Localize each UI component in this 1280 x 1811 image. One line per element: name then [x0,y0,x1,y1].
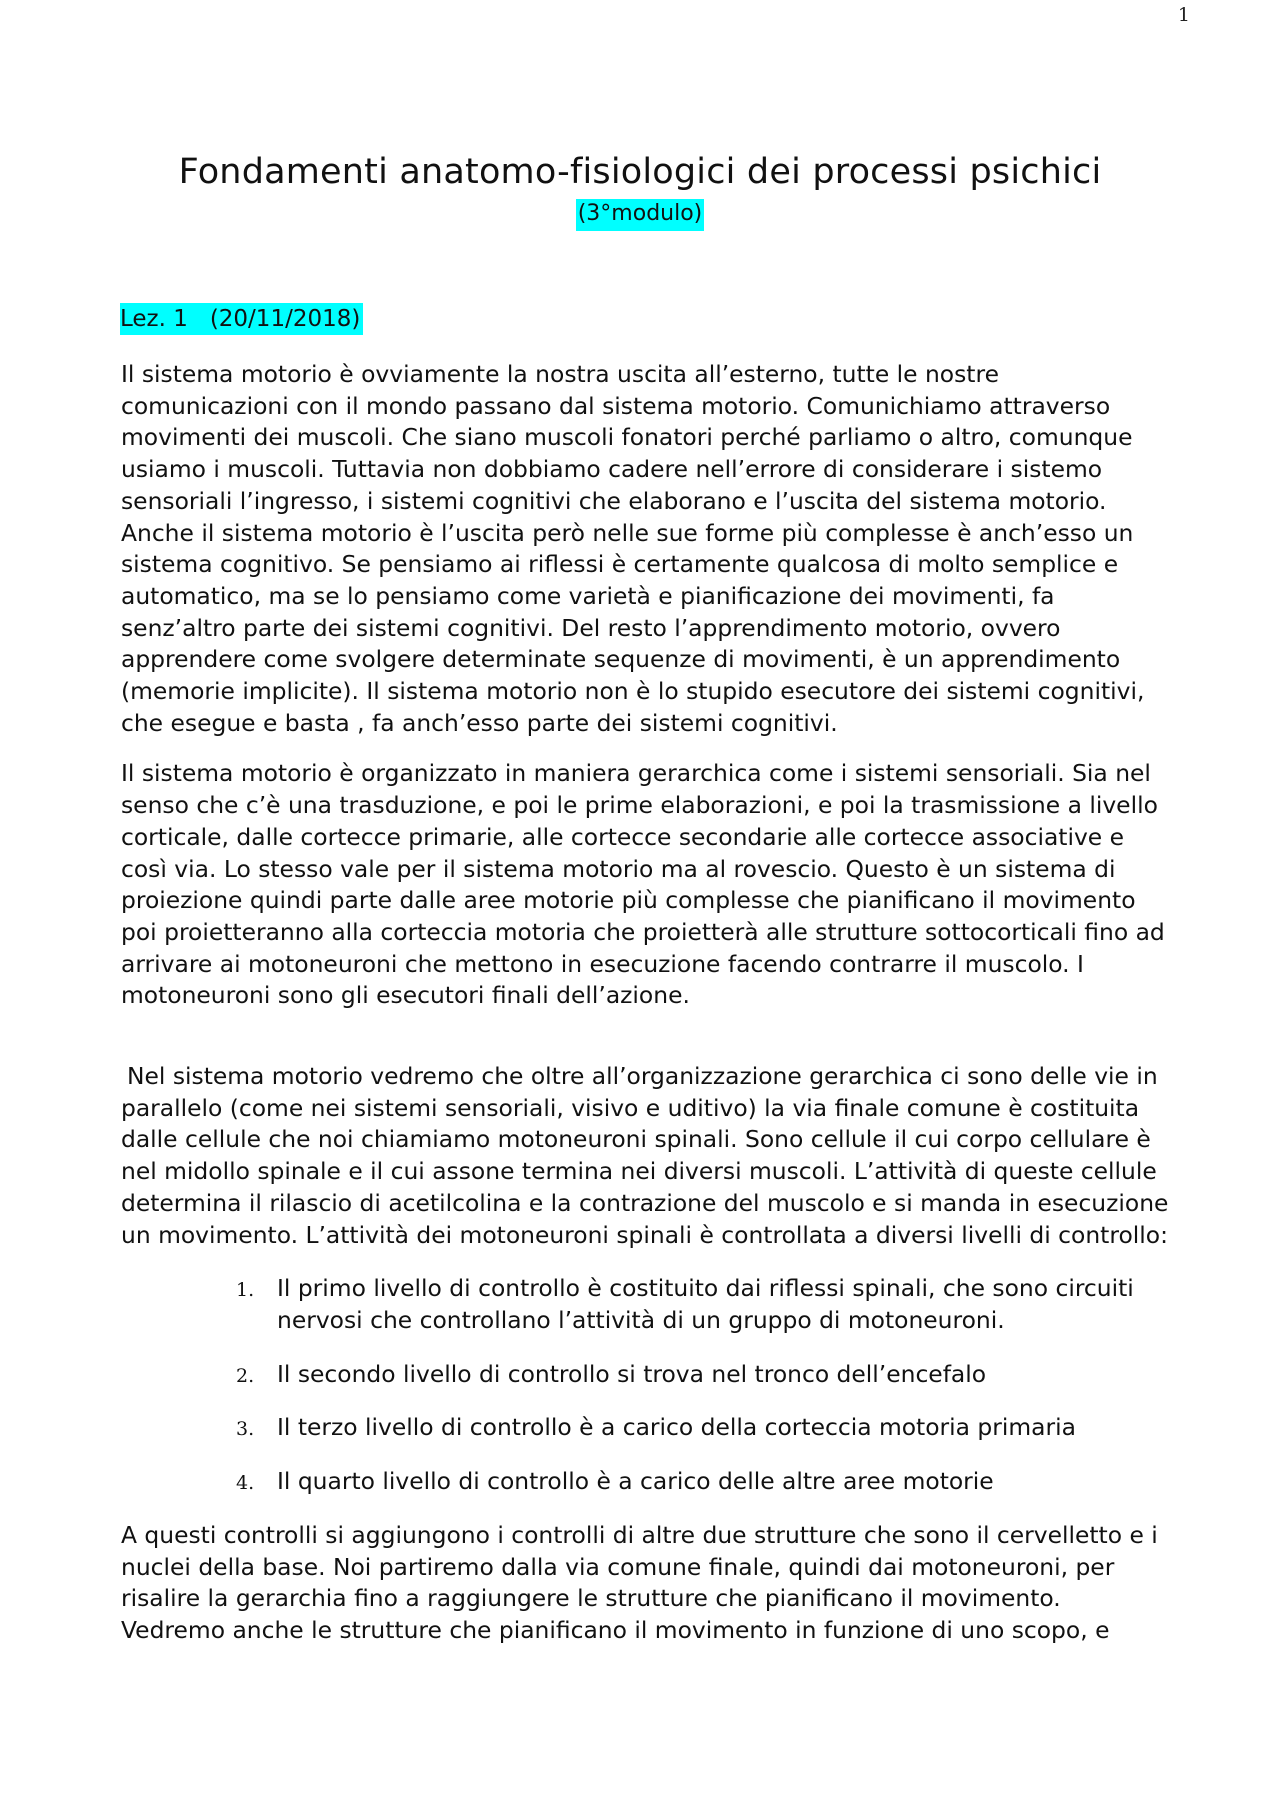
paragraph: A questi controlli si aggiungono i controlli di altre due strutture che sono il cervelletto e i nuclei della base. Noi partiremo dalla via comune finale, quindi dai motoneuroni, per risalire la gerarchia fino a raggiungere le strutture che pianificano il movimento. Vedremo anche le strutture che pianificano il movimento in funzione di uno scopo, e [121,1520,1158,1644]
list-item-text: Il quarto livello di controllo è a carico delle altre aree motorie [277,1467,994,1496]
list-item [121,1359,1171,1391]
list-number: 2. [236,1364,255,1387]
control-levels-list [121,1273,1171,1498]
document-title: Fondamenti anatomo-fisiologici dei processi psichici [178,152,1102,192]
lesson-heading: Lez. 1 (20/11/2018) [120,303,363,335]
page-number: 1 [1177,4,1190,26]
list-number: 1. [236,1279,255,1302]
paragraph: Nel sistema motorio vedremo che oltre all’organizzazione gerarchica ci sono delle vie in parallelo (come nei sistemi sensoriali, visivo e uditivo) la via finale comune è costituita dalle cellule che noi chiamiamo motoneuroni spinali. Sono cellule il cui corpo cellulare è nel midollo spinale e il cui assone termina nei diversi muscoli. L’attività di queste cellule determina il rilascio di acetilcolina e la contrazione del muscolo e si manda in esecuzione un movimento. L’attività dei motoneuroni spinali è controllata a diversi livelli di controllo: [121,1062,1169,1249]
list-number: 3. [236,1418,255,1441]
list-item [121,1466,1171,1498]
list-item-text: Il primo livello di controllo è costituito dai riflessi spinali, che sono circuiti nervosi che controllano l’attività di un gruppo di motoneuroni. [277,1274,1134,1334]
list-item-text: Il secondo livello di controllo si trova nel tronco dell’encefalo [277,1359,987,1388]
document-body [121,359,1171,1647]
list-item [121,1412,1171,1444]
list-item [121,1273,1171,1336]
list-number: 4. [236,1472,255,1495]
subtitle-container [0,199,1280,231]
list-item-text: Il terzo livello di controllo è a carico della corteccia motoria primaria [277,1413,1076,1442]
paragraph: Il sistema motorio è organizzato in maniera gerarchica come i sistemi sensoriali. Sia nel senso che c’è una trasduzione, e poi le prime elaborazioni, e poi la trasmissione a livello corticale, dalle cortecce primarie, alle cortecce secondarie alle cortecce associative e così via. Lo stesso vale per il sistema motorio ma al rovescio. Questo è un sistema di proiezione quindi parte dalle aree motorie più complesse che pianificano il movimento poi proietteranno alla corteccia motoria che proietterà alle strutture sottocorticali fino ad arrivare ai motoneuroni che mettono in esecuzione facendo contrarre il muscolo. I motoneuroni sono gli esecutori finali dell’azione. [121,759,1165,1010]
paragraph: Il sistema motorio è ovviamente la nostra uscita all’esterno, tutte le nostre comunicazioni con il mondo passano dal sistema motorio. Comunichiamo attraverso movimenti dei muscoli. Che siano muscoli fonatori perché parliamo o altro, comunque usiamo i muscoli. Tuttavia non dobbiamo cadere nell’errore di considerare i sistemo sensoriali l’ingresso, i sistemi cognitivi che elaborano e l’uscita del sistema motorio. Anche il sistema motorio è l’uscita però nelle sue forme più complesse è anch’esso un sistema cognitivo. Se pensiamo ai riflessi è certamente qualcosa di molto semplice e automatico, ma se lo pensiamo come varietà e pianificazione dei movimenti, fa senz’altro parte dei sistemi cognitivi. Del resto l’apprendimento motorio, ovvero apprendere come svolgere determinate sequenze di movimenti, è un apprendimento (memorie implicite). Il sistema motorio non è lo stupido esecutore dei sistemi cognitivi, che esegue e basta , fa anch’esso parte dei sistemi cognitivi. [121,360,1145,737]
document-subtitle: (3°modulo) [576,199,705,231]
